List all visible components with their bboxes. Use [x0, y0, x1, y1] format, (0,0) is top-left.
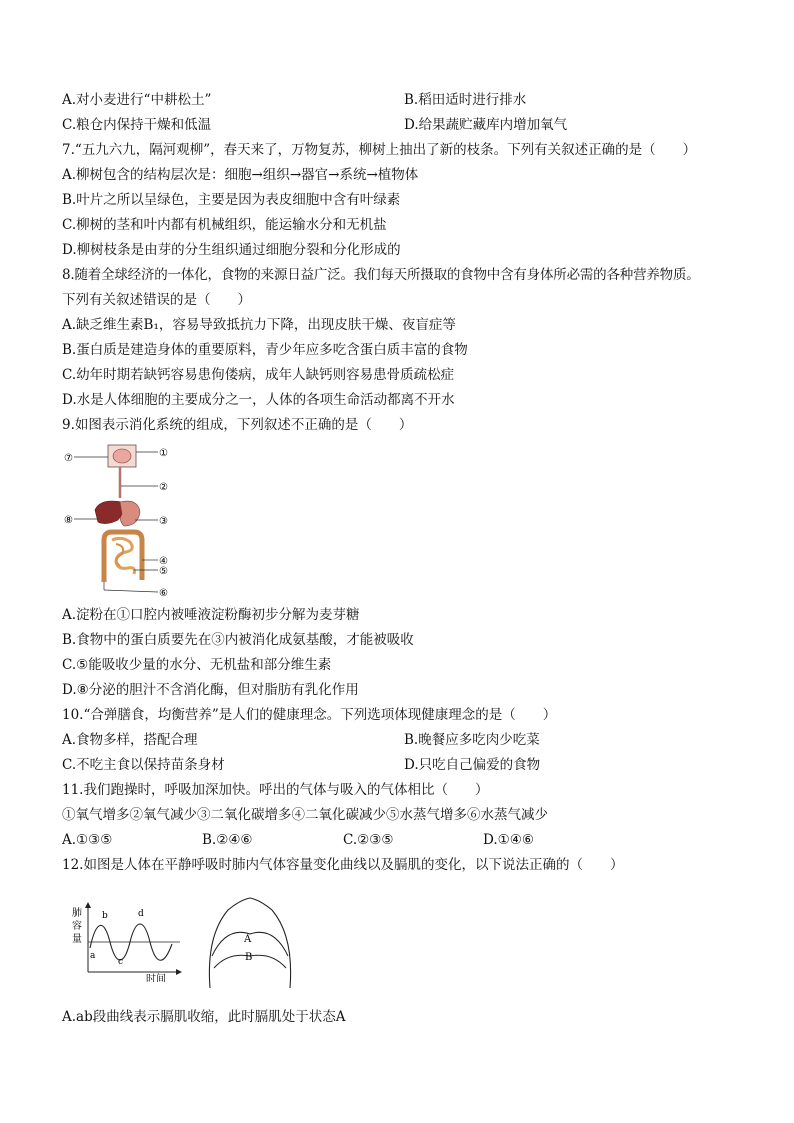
q7-stem: 7.“五九六九，隔河观柳”，春天来了，万物复苏，柳树上抽出了新的枝条。下列有关叙述正确的是（ ）	[62, 142, 697, 158]
liver-shape	[95, 501, 123, 524]
label-5: ⑤	[159, 566, 168, 577]
q10-stem: 10.“合弹膳食，均衡营养”是人们的健康理念。下列选项体现健康理念的是（ ）	[62, 707, 557, 723]
label-3: ③	[159, 516, 168, 527]
label-6: ⑥	[159, 588, 168, 599]
q7-option-d: D.柳树枝条是由芽的分生组织通过细胞分裂和分化形成的	[62, 242, 401, 258]
q6-row2	[62, 116, 568, 134]
q10-option-d: D.只吃自己偏爱的食物	[404, 757, 541, 773]
y-label-2: 容	[72, 921, 82, 932]
label-8: ⑧	[64, 515, 73, 526]
y-axis-arrow	[85, 902, 91, 908]
label-state-a: A	[244, 934, 252, 945]
x-label: 时间	[146, 974, 166, 982]
label-2: ②	[159, 482, 168, 493]
q9-option-c: C.⑤能吸收少量的水分、无机盐和部分维生素	[62, 657, 332, 673]
y-label-3: 量	[72, 934, 82, 945]
q8-stem-line2: 下列有关叙述错误的是（ ）	[62, 292, 251, 308]
q10-option-a: A.食物多样，搭配合理	[62, 732, 198, 748]
lung-volume-graph	[68, 900, 188, 982]
q8-option-c: C.幼年时期若缺钙容易患佝偻病，成年人缺钙则容易患骨质疏松症	[62, 367, 455, 383]
q10-row1	[62, 731, 540, 749]
q8-option-a: A.缺乏维生素B₁，容易导致抵抗力下降，出现皮肤干燥、夜盲症等	[62, 317, 456, 333]
q8-option-d: D.水是人体细胞的主要成分之一，人体的各项生命活动都离不开水	[62, 392, 455, 408]
q7-option-b: B.叶片之所以呈绿色，主要是因为表皮细胞中含有叶绿素	[62, 192, 401, 208]
label-1: ①	[159, 448, 168, 459]
q10-option-b: B.晚餐应多吃肉少吃菜	[404, 732, 540, 748]
q9-stem: 9.如图表示消化系统的组成，下列叙述不正确的是（ ）	[62, 417, 413, 433]
label-7: ⑦	[64, 453, 73, 464]
q12-stem: 12.如图是人体在平静呼吸时肺内气体容量变化曲线以及膈肌的变化，以下说法正确的（ ）	[62, 857, 624, 873]
q6-row1	[62, 91, 527, 109]
point-d: d	[138, 909, 144, 919]
q6-option-d: D.给果蔬贮藏库内增加氧气	[404, 117, 568, 133]
leader-line-6b	[104, 590, 158, 592]
q11-option-d: D.①④⑥	[483, 832, 534, 848]
q7-option-c: C.柳树的茎和叶内都有机械组织，能运输水分和无机盐	[62, 217, 387, 233]
oral-cavity-shape	[113, 449, 131, 463]
q11-option-a: A.①③⑤	[62, 832, 113, 848]
q11-items: ①氧气增多②氧气减少③二氧化碳增多④二氧化碳减少⑤水蒸气增多⑥水蒸气减少	[62, 807, 548, 823]
label-state-b: B	[245, 952, 253, 963]
x-axis-arrow	[176, 969, 182, 975]
q12-option-a: A.ab段曲线表示膈肌收缩，此时膈肌处于状态A	[62, 1009, 346, 1025]
q6-option-b: B.稻田适时进行排水	[404, 92, 527, 108]
digestive-system-figure	[60, 440, 180, 600]
label-4: ④	[159, 556, 168, 567]
q11-option-c: C.②③⑤	[343, 832, 394, 848]
q7-option-a: A.柳树包含的结构层次是：细胞→组织→器官→系统→植物体	[62, 167, 419, 183]
point-b: b	[102, 911, 108, 921]
q9-option-b: B.食物中的蛋白质要先在③内被消化成氨基酸，才能被吸收	[62, 632, 414, 648]
stomach-shape	[120, 501, 140, 526]
diaphragm-figure	[204, 896, 296, 996]
y-label-1: 肺	[72, 908, 82, 919]
small-intestine-shape	[112, 538, 134, 574]
q10-row2	[62, 756, 541, 774]
q6-option-a: A.对小麦进行“中耕松土”	[62, 92, 212, 108]
q10-option-c: C.不吃主食以保持苗条身材	[62, 757, 225, 773]
q8-stem-line1: 8.随着全球经济的一体化，食物的来源日益广泛。我们每天所摄取的食物中含有身体所必需的各种营养物质。	[62, 267, 700, 283]
q9-option-d: D.⑧分泌的胆汁不含消化酶，但对脂肪有乳化作用	[62, 682, 359, 698]
point-a: a	[90, 951, 96, 961]
point-c: c	[118, 957, 124, 967]
ribcage-right	[250, 898, 291, 988]
q11-option-b: B.②④⑥	[202, 832, 253, 848]
q9-option-a: A.淀粉在①口腔内被唾液淀粉酶初步分解为麦芽糖	[62, 607, 360, 623]
q11-options	[62, 831, 534, 849]
q8-option-b: B.蛋白质是建造身体的重要原料，青少年应多吃含蛋白质丰富的食物	[62, 342, 468, 358]
q11-stem: 11.我们跑操时，呼吸加深加快。呼出的气体与吸入的气体相比（ ）	[62, 782, 489, 798]
q6-option-c: C.粮仓内保持干燥和低温	[62, 117, 212, 133]
